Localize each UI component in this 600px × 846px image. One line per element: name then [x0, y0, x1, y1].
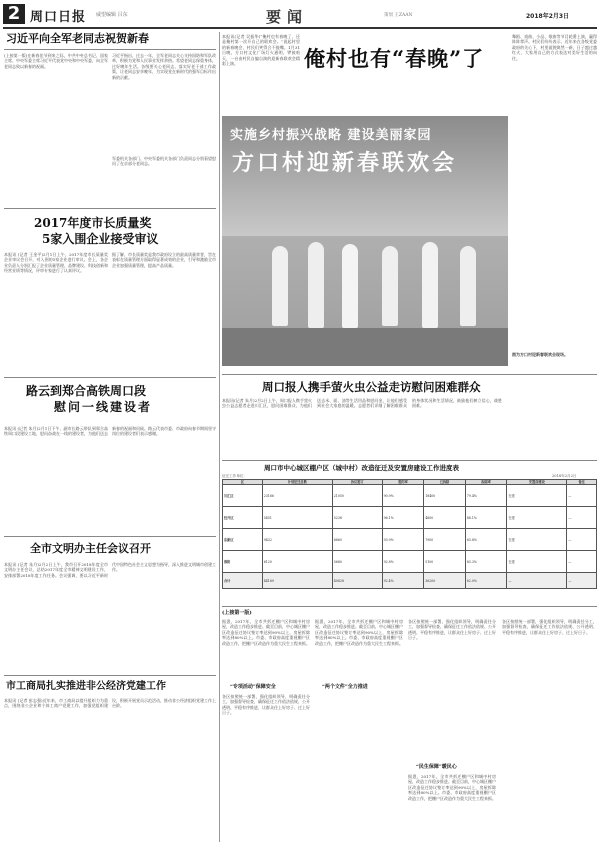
- table-cell: —: [567, 485, 597, 507]
- article-subtitle: 慰问一线建设者: [54, 400, 153, 414]
- divider: [222, 374, 597, 375]
- article-body: 习近平指出，过去一年，全军老同志关心支持国防和军队改革，积极为党和人民事业发挥余热。希望老同志保重身体，过好晚年生活。各级要关心老同志，落实好老干部工作政策，让老同志安享晚年，为实现党在新时代的强军目标作出新的贡献。: [112, 53, 216, 80]
- table-cell: 96.1%: [382, 507, 424, 529]
- table-cell: 8860: [332, 529, 382, 551]
- performer: [342, 244, 358, 328]
- divider: [4, 208, 216, 209]
- table-cell: 83.3%: [465, 551, 507, 573]
- stage-floor: [222, 328, 508, 366]
- table-cell: 5680: [332, 551, 382, 573]
- article-body: 据悉，2017年，全市共拆迁棚户区和城中村房屋，改造工作稳步推进。截至目前，中心城区棚户区改造征迁协议签订率达到90%以上，房屋拆除率达到80%以上。市委、市政府高度重视棚户区改造工作，把棚户区改造作为重大民生工程来抓。: [222, 619, 310, 646]
- article-body: 本报讯 (记者 朱月)2月1日下午，副市长路云带队到郑合高铁周口段建设工地，慰问奋战在一线的建设者，为他们送去新春的祝福和问候。路云代表市委、市政府向春节期间坚守岗位的建设者们表示感谢。: [4, 426, 216, 437]
- table-cell: 82.0%: [465, 573, 507, 589]
- table-header: 备注: [567, 480, 597, 485]
- section-title: 要闻: [266, 8, 309, 26]
- table-cell: 经开区: [223, 507, 263, 529]
- feature-photo: [222, 116, 508, 366]
- table-unit: 征迁工作单位：: [222, 474, 248, 478]
- table-cell: 18400: [424, 485, 466, 507]
- table-title: 周口市中心城区棚户区（城中村）改造征迁及安置房建设工作进度表: [264, 464, 459, 472]
- article-subtitle: 5家入围企业接受审议: [42, 232, 159, 246]
- masthead: [0, 0, 600, 30]
- performer: [460, 246, 476, 326]
- masthead-rule: [3, 27, 597, 29]
- article-title: 全市文明办主任会议召开: [30, 542, 151, 555]
- table-cell: 90.9%: [382, 485, 424, 507]
- table-cell: —: [567, 551, 597, 573]
- continued-label: (上接第一版): [222, 610, 252, 616]
- table-header: 已拆除: [424, 480, 466, 485]
- divider: [4, 377, 216, 378]
- article-body: 本报讯 (记者 朱月)2月2日上午，我市召开2018年度全市文明办主任会议，总结2017年度全市精神文明建设工作，安排部署2018年度工作任务。会议强调，要以习近平新时代中国特色社会主义思想为指导，深入推进文明城市创建工作。: [4, 562, 216, 578]
- table-cell: —: [567, 573, 597, 589]
- table-cell: 5451: [262, 507, 332, 529]
- article-quality-award: [4, 216, 216, 374]
- subheading: “专项活动”保障安全: [230, 684, 276, 690]
- table-cell: 在建: [507, 507, 567, 529]
- performer: [272, 246, 288, 326]
- article-high-speed-rail: [4, 384, 216, 534]
- table-cell: 9432: [262, 529, 332, 551]
- article-body: 据悉，2017年，全市共拆迁棚户区和城中村房屋，改造工作稳步推进。截至目前，中心城区棚户区改造征迁协议签订率达到90%以上，房屋拆除率达到80%以上。市委、市政府高度重视棚户区改造工作，把棚户区改造作为重大民生工程来抓。: [408, 774, 496, 801]
- article-body2: 各区按照统一部署，强化组织领导，明确责任分工，加强督导检查，确保征迁工作依法依规、公开透明、平稳有序推进，让群众住上好房子、过上好日子。: [408, 619, 496, 641]
- article-civilization-office: [4, 542, 216, 672]
- table-header: 协议签订: [332, 480, 382, 485]
- article-body2: 各区按照统一部署，强化组织领导，明确责任分工，加强督导检查，确保征迁工作依法依规、公开透明、平稳有序推进，让群众住上好房子、过上好日子。: [222, 694, 310, 716]
- table-cell: 在建: [507, 485, 567, 507]
- performer: [422, 242, 438, 328]
- table-cell: 40828: [332, 573, 382, 589]
- divider: [222, 460, 597, 461]
- paper-name: 周口日报: [30, 10, 87, 25]
- table-cell: 92.4%: [382, 573, 424, 589]
- article-title: 周口报人携手萤火虫公益走访慰问困难群众: [262, 380, 481, 394]
- divider: [222, 606, 597, 607]
- table-cell: 83.8%: [465, 529, 507, 551]
- table-cell: 44169: [262, 573, 332, 589]
- performer: [382, 246, 398, 326]
- banner-top: 实施乡村振兴战略 建设美丽家园: [230, 128, 432, 143]
- divider: [4, 675, 216, 676]
- performer: [308, 242, 324, 328]
- feature-body: 舞蹈、戏曲、小品、歌曲等节目轮番上演，赢得阵阵掌声。村民们纷纷表示，近年来在各级党委政府的关心下，村里面貌焕然一新，日子越过越红火，大家用自己的方式表达对美好生活的向往。: [512, 34, 597, 61]
- table-cell: 88.1%: [465, 507, 507, 529]
- article-lead: (上接第一版)在新春佳节到来之际，中共中央总书记、国家主席、中央军委主席习近平代表党中央和中央军委，向全军老同志致以新春的祝福。: [4, 53, 108, 69]
- table-cell: 23166: [262, 485, 332, 507]
- article-body2: 各区按照统一部署，强化组织领导，明确责任分工，加强督导检查，确保征迁工作依法依规、公开透明、平稳有序推进，让群众住上好房子、过上好日子。: [502, 619, 597, 635]
- feature-headline: 俺村也有“春晚”了: [304, 46, 485, 71]
- table-row: [223, 551, 597, 573]
- table-cell: 21050: [332, 485, 382, 507]
- divider: [4, 536, 216, 537]
- table-cell: 川汇区: [223, 485, 263, 507]
- photo-caption: 图为方口村迎新春联欢会现场。: [512, 352, 568, 357]
- column-divider: [219, 32, 220, 842]
- table-row: [223, 485, 597, 507]
- table-cell: 在建: [507, 551, 567, 573]
- table-row: [223, 529, 597, 551]
- divider: [4, 49, 216, 50]
- table-cell: 东新区: [223, 529, 263, 551]
- masthead-meta: 策划 王ZAAN: [384, 13, 413, 18]
- table-cell: 5100: [424, 551, 466, 573]
- table-cell: —: [567, 507, 597, 529]
- table-row: [223, 507, 597, 529]
- article-body2: 军委机关各部门、中央军委机关各部门负责同志分别看望慰问了在京部分老同志。: [112, 156, 216, 167]
- article-party-building: [4, 680, 216, 844]
- progress-table-section: [222, 464, 597, 602]
- article-body: 本报讯 (记者 王金平)2月1日上午，2017年度市长质量奖企业审议会召开，对入围的5家企业进行审议。会上，各企业负责人分别汇报了企业质量管理、品牌建设、科技创新和经营业绩等情况，评审专家进行了认真评议。: [4, 252, 108, 274]
- table-header: 区: [223, 480, 263, 485]
- table-cell: 79.4%: [465, 485, 507, 507]
- table-date: 2018年2月2日: [552, 474, 577, 478]
- table-cell: 36200: [424, 573, 466, 589]
- article-body: 本报讯(记者 朱月)2月2日上午，周口报人携手萤火虫公益志愿者走进川汇区，慰问困难群众，为他们送去米、面、油等生活用品和慰问金，让他们感受到社会大家庭的温暖。志愿者们详细了解困难群众的身体状况和生活情况，鼓励他们树立信心，战胜困难。: [222, 398, 502, 409]
- subheading: “两个文件”全力推进: [322, 684, 368, 690]
- article-title: 路云到郑合高铁周口段: [26, 384, 147, 398]
- article-firefly-charity: [222, 378, 597, 458]
- table-cell: 在建: [507, 529, 567, 551]
- table-cell: 6120: [262, 551, 332, 573]
- article-body2: 据了解，市长质量奖是我市政府设立的最高质量荣誉，旨在表彰在质量管理方面取得显著成效的企业，引导和激励全市企业加强质量管理，提高产品质量。: [112, 252, 216, 268]
- table-cell: 4800: [424, 507, 466, 529]
- page-number: 2: [3, 4, 25, 24]
- table-cell: 合计: [223, 573, 263, 589]
- table-cell: 7900: [424, 529, 466, 551]
- article-body: 据悉，2017年，全市共拆迁棚户区和城中村房屋，改造工作稳步推进。截至目前，中心城区棚户区改造征迁协议签订率达到90%以上，房屋拆除率达到80%以上。市委、市政府高度重视棚户区改造工作，把棚户区改造作为重大民生工程来抓。: [315, 619, 403, 646]
- table-header: 拆除率: [465, 480, 507, 485]
- feature-spring-gala: [222, 32, 597, 372]
- progress-table: [222, 479, 597, 589]
- article-body: 本报讯 (记者 彭志强)近年来，市工商局以提升组织力为重点，围绕非公企业和个体工商户党建工作，加强党组织建设，积极开展党员示范活动，推动非公经济组织党建工作上台阶。: [4, 698, 216, 709]
- article-xi-jinping: [4, 32, 216, 206]
- subheading: “民生保障”暖民心: [416, 764, 457, 770]
- table-cell: 淮阳: [223, 551, 263, 573]
- table-cell: 5238: [332, 507, 382, 529]
- table-cell: —: [567, 529, 597, 551]
- article-title: 市工商局扎实推进非公经济党建工作: [6, 681, 166, 692]
- table-cell: —: [507, 573, 567, 589]
- table-row: [223, 573, 597, 589]
- article-title: 2017年度市长质量奖: [34, 216, 152, 230]
- article-title: 习近平向全军老同志祝贺新春: [6, 32, 149, 45]
- table-cell: 93.9%: [382, 529, 424, 551]
- table-header: 签约率: [382, 480, 424, 485]
- article-shantytown-continued: [222, 610, 597, 844]
- table-cell: 92.8%: [382, 551, 424, 573]
- table-header: 安置房建设: [507, 480, 567, 485]
- table-header: 计划征迁总数: [262, 480, 332, 485]
- editor: 威望编辑 吕东: [96, 12, 128, 18]
- banner-main: 方口村迎新春联欢会: [232, 150, 458, 176]
- date: 2018年2月3日: [526, 13, 570, 20]
- feature-lead: 本报讯(记者 吴振华)“俺村也有春晚了，还是俺村第一次开自己的联欢会。”说起村里的新春晚会，村民们笑得合不拢嘴。1月31日晚，方口村文化广场灯火通明，锣鼓喧天，一台由村民自编自演的迎新春联欢会精彩上演。: [222, 34, 300, 67]
